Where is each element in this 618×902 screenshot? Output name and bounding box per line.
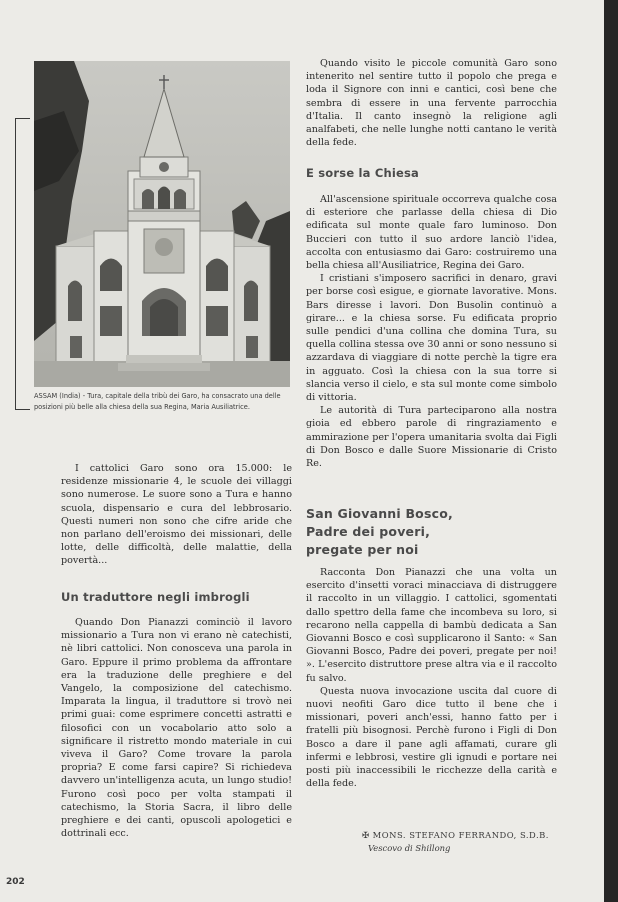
bosco-body [306,566,557,790]
scan-edge [604,0,618,902]
chiesa-paragraph-3: Le autorità di Tura parteciparono alla nostra gioia ed ebbero parole di ringraziamento e ammirazione per l'opera umanitaria svolta dai Figli di Don Bosco e dalle Suore Missionarie di Cristo Re. [306,405,557,470]
author-name: ✠ MONS. STEFANO FERRANDO, S.D.B. [362,830,549,840]
left-section-body [61,616,292,840]
photo-caption: ASSAM (India) - Tura, capitale della tribù dei Garo, ha consacrato una delle posizioni più belle alla chiesa della sua Regina, Maria Ausiliatrice. [34,392,281,411]
traduttore-paragraph: Quando Don Pianazzi cominciò il lavoro missionario a Tura non vi erano nè catechisti, nè libri cattolici. Non conosceva una parola in Garo. Eppure il primo problema da affrontare era la traduzione delle preghiere e del Vangelo, la composizione del catechismo. Imparata la lingua, il traduttore si trovò nei primi guai: come esprimere concetti astratti e filosofici con un vocabolario atto solo a significare il ristretto mondo materiale in cui viveva il Garo? Come trovare la parola propria? E come farsi capire? Si richiedeva davvero un'intelligenza acuta, un lungo studio! Furono così poco per volta stampati il catechismo, la Storia Sacra, il libro delle preghiere e dei canti, opuscoli apologetici e dottrinali ecc. [61,617,292,840]
chiesa-body [306,193,557,470]
section-heading-bosco [306,505,557,559]
section-heading-traduttore: Un traduttore negli imbrogli [61,590,250,604]
bosco-heading-line-3: pregate per noi [306,542,419,557]
caption-bracket [15,118,30,410]
chiesa-paragraph-2: I cristiani s'imposero sacrifici in denaro, gravi per borse così esigue, e giornate lavorative. Mons. Bars diresse i lavori. Don Busolin continuò a girare... e la chiesa sorse. Fu edificata proprio sulle pendici d'una collina che domina Tura, su quella collina stessa ove 30 anni or sono nessuno si azzardava di viaggiare di notte perchè la tigre era in agguato. Così la chiesa con la sua torre si slancia verso il cielo, e sta sul monte come simbolo di vittoria. [306,273,557,404]
top-paragraph: Quando visito le piccole comunità Garo sono intenerito nel sentire tutto il popolo che prega e loda il Signore con inni e cantici, così bene che sembra di essere in una fervente parrocchia d'Italia. Il canto insegnò la religione agli analfabeti, che nelle lunghe notti cantano le verità della fede. [306,58,557,149]
author-signature [362,829,562,855]
bosco-heading-line-1: San Giovanni Bosco, [306,506,453,521]
author-role: Vescovo di Shillong [368,843,451,853]
chiesa-paragraph-1: All'ascensione spirituale occorreva qualche cosa di esteriore che parlasse della chiesa di Dio edificata sul monte quale faro luminoso. Don Buccieri con tutto il suo ardore lanciò l'idea, accolta con entusiasmo dai Garo: costruiremo una bella chiesa all'Ausiliatrice, Regina dei Garo. [306,194,557,272]
left-intro-paragraph [61,462,292,568]
church-figure [34,61,290,417]
bosco-paragraph-1: Racconta Don Pianazzi che una volta un esercito d'insetti voraci minacciava di distruggere il raccolto in un villaggio. I cattolici, sgomentati dallo spettro della fame che incombeva su loro, si recarono nella cappella di bambù dedicata a San Giovanni Bosco e così supplicarono il Santo: « San Giovanni Bosco, Padre dei poveri, pregate per noi! ». L'esercito distruttore prese altra via e il raccolto fu salvo. [306,567,557,684]
right-top-body [306,57,557,149]
church-illustration [34,61,290,387]
bosco-paragraph-2: Questa nuova invocazione uscita dal cuore di nuovi neofiti Garo dice tutto il bene che i missionari, poveri anch'essi, hanno fatto per i fratelli più bisognosi. Perchè furono i Figli di Don Bosco a dare il pane agli affamati, curare gli infermi e lebbrosi, vestire gli ignudi e portare nei posti più inaccessibili le ricchezze della carità e della fede. [306,685,557,790]
church-photo [34,61,290,387]
bosco-heading-line-2: Padre dei poveri, [306,524,431,539]
intro-paragraph: I cattolici Garo sono ora 15.000: le residenze missionarie 4, le scuole dei villaggi sono numerose. Le suore sono a Tura e hanno scuola, dispensario e cura del lebbrosario. Questi numeri non sono che cifre aride che non parlano dell'eroismo dei missionari, delle lotte, delle difficoltà, delle malattie, della povertà... [61,463,292,567]
section-heading-chiesa: E sorse la Chiesa [306,166,420,180]
page-number: 202 [6,877,25,887]
